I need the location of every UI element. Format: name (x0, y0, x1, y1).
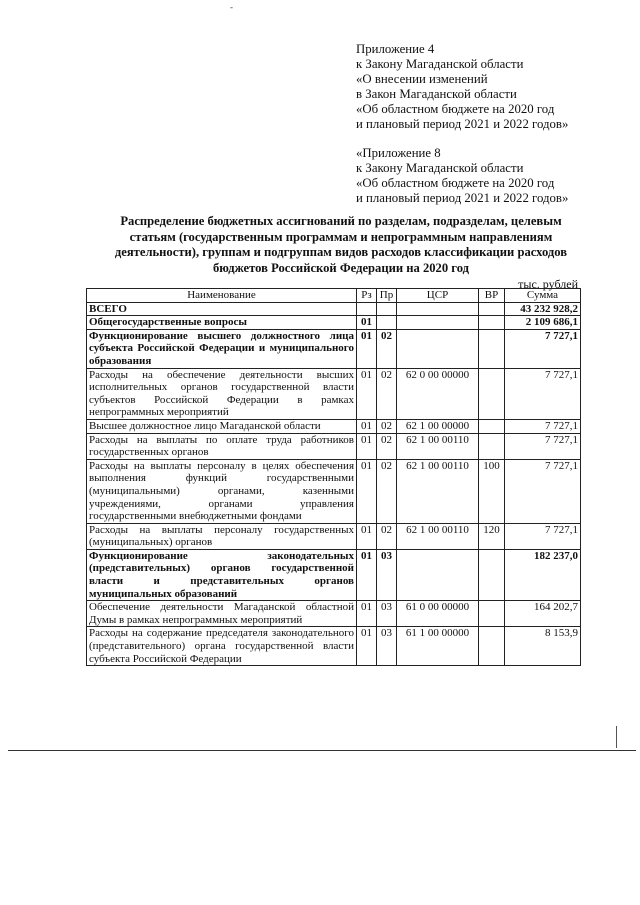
cell-vr (479, 419, 505, 433)
document-title: Распределение бюджетных ассигнований по разделам, подразделам, целевым статьям (государственным программам и непрограммным направлениям деятельности), группам и подгруппам видов расходов классификации расходов бюджетов Российской Федерации на 2020 год (114, 214, 568, 275)
table-row (87, 368, 581, 419)
table-row (87, 302, 581, 316)
cell-rz: 01 (357, 549, 377, 600)
cell-sum: 8 153,9 (505, 627, 581, 666)
cell-rz (357, 302, 377, 316)
cell-name: Расходы на обеспечение деятельности высших исполнительных органов государственной власти субъектов Российской Федерации в рамках непрограммных мероприятий (87, 368, 357, 419)
cell-vr (479, 627, 505, 666)
cell-sum: 7 727,1 (505, 433, 581, 459)
appendix-line: Приложение 4 (356, 42, 435, 56)
cell-name: Высшее должностное лицо Магаданской области (87, 419, 357, 433)
appendix-line: «Об областном бюджете на 2020 год (356, 102, 555, 116)
cell-sum: 7 727,1 (505, 459, 581, 523)
table-row (87, 549, 581, 600)
appendix-line: к Закону Магаданской области (356, 57, 524, 71)
cell-rz: 01 (357, 523, 377, 549)
cell-csr: 61 0 00 00000 (397, 601, 479, 627)
budget-table (86, 288, 581, 666)
cell-rz: 01 (357, 433, 377, 459)
cell-name: ВСЕГО (87, 302, 357, 316)
cell-sum: 7 727,1 (505, 523, 581, 549)
cell-vr (479, 433, 505, 459)
cell-pr: 02 (377, 433, 397, 459)
table-row (87, 459, 581, 523)
cell-csr: 62 1 00 00000 (397, 419, 479, 433)
appendix-line: и плановый период 2021 и 2022 годов» (356, 191, 569, 205)
cell-rz: 01 (357, 419, 377, 433)
cell-name: Обеспечение деятельности Магаданской областной Думы в рамках непрограммных мероприятий (87, 601, 357, 627)
cell-sum: 2 109 686,1 (505, 316, 581, 330)
appendix-line: «О внесении изменений (356, 72, 488, 86)
cell-name: Расходы на выплаты персоналу в целях обеспечения выполнения функций государственными (муниципальными) органами, казенными учреждениями, органами управления государственными внебюджетными фондами (87, 459, 357, 523)
cell-name: Общегосударственные вопросы (87, 316, 357, 330)
appendix-line: «Об областном бюджете на 2020 год (356, 176, 555, 190)
cell-sum: 7 727,1 (505, 368, 581, 419)
cell-rz: 01 (357, 329, 377, 368)
cell-name: Функционирование высшего должностного лица субъекта Российской Федерации и муниципального образования (87, 329, 357, 368)
cell-pr: 02 (377, 459, 397, 523)
appendix-4-block (356, 42, 626, 132)
appendix-line: в Закон Магаданской области (356, 87, 517, 101)
cell-pr (377, 316, 397, 330)
appendix-line: «Приложение 8 (356, 146, 441, 160)
cell-name: Расходы на выплаты персоналу государственных (муниципальных) органов (87, 523, 357, 549)
table-row (87, 433, 581, 459)
cell-name: Расходы на содержание председателя законодательного (представительного) органа государственной власти субъекта Российской Федерации (87, 627, 357, 666)
appendix-line: и плановый период 2021 и 2022 годов» (356, 117, 569, 131)
cell-pr: 02 (377, 419, 397, 433)
cell-pr: 03 (377, 601, 397, 627)
header-csr: ЦСР (397, 289, 479, 303)
page-mark: - (230, 2, 233, 12)
cell-csr: 62 1 00 00110 (397, 523, 479, 549)
cell-vr (479, 601, 505, 627)
cell-sum: 164 202,7 (505, 601, 581, 627)
cell-csr (397, 549, 479, 600)
scan-mark (616, 726, 617, 748)
header-sum: Сумма (505, 289, 581, 303)
cell-csr: 62 1 00 00110 (397, 459, 479, 523)
cell-pr (377, 302, 397, 316)
table-header-row (87, 289, 581, 303)
cell-csr (397, 316, 479, 330)
table-row (87, 419, 581, 433)
cell-rz: 01 (357, 459, 377, 523)
cell-rz: 01 (357, 627, 377, 666)
units-label: тыс. рублей (518, 277, 578, 291)
cell-csr: 62 1 00 00110 (397, 433, 479, 459)
appendix-8-block (356, 146, 626, 206)
cell-pr: 03 (377, 549, 397, 600)
appendix-line: к Закону Магаданской области (356, 161, 524, 175)
cell-csr (397, 302, 479, 316)
table-row (87, 523, 581, 549)
header-name: Наименование (87, 289, 357, 303)
cell-pr: 02 (377, 368, 397, 419)
cell-vr: 120 (479, 523, 505, 549)
cell-sum: 7 727,1 (505, 329, 581, 368)
cell-vr (479, 549, 505, 600)
cell-vr (479, 368, 505, 419)
cell-pr: 02 (377, 523, 397, 549)
table-body (87, 302, 581, 666)
cell-pr: 03 (377, 627, 397, 666)
cell-vr (479, 316, 505, 330)
cell-rz: 01 (357, 368, 377, 419)
cell-csr (397, 329, 479, 368)
cell-name: Функционирование законодательных (представительных) органов государственной власти и представительных органов муниципальных образований (87, 549, 357, 600)
cell-pr: 02 (377, 329, 397, 368)
table-row (87, 316, 581, 330)
table-row (87, 601, 581, 627)
cell-rz: 01 (357, 316, 377, 330)
cell-vr: 100 (479, 459, 505, 523)
cell-name: Расходы на выплаты по оплате труда работников государственных органов (87, 433, 357, 459)
bottom-rule (8, 750, 636, 751)
cell-csr: 61 1 00 00000 (397, 627, 479, 666)
cell-rz: 01 (357, 601, 377, 627)
cell-vr (479, 302, 505, 316)
header-rz: Рз (357, 289, 377, 303)
cell-sum: 43 232 928,2 (505, 302, 581, 316)
table-row (87, 627, 581, 666)
cell-sum: 7 727,1 (505, 419, 581, 433)
cell-sum: 182 237,0 (505, 549, 581, 600)
header-vr: ВР (479, 289, 505, 303)
appendix-header (356, 42, 626, 206)
cell-vr (479, 329, 505, 368)
cell-csr: 62 0 00 00000 (397, 368, 479, 419)
table-row (87, 329, 581, 368)
header-pr: Пр (377, 289, 397, 303)
